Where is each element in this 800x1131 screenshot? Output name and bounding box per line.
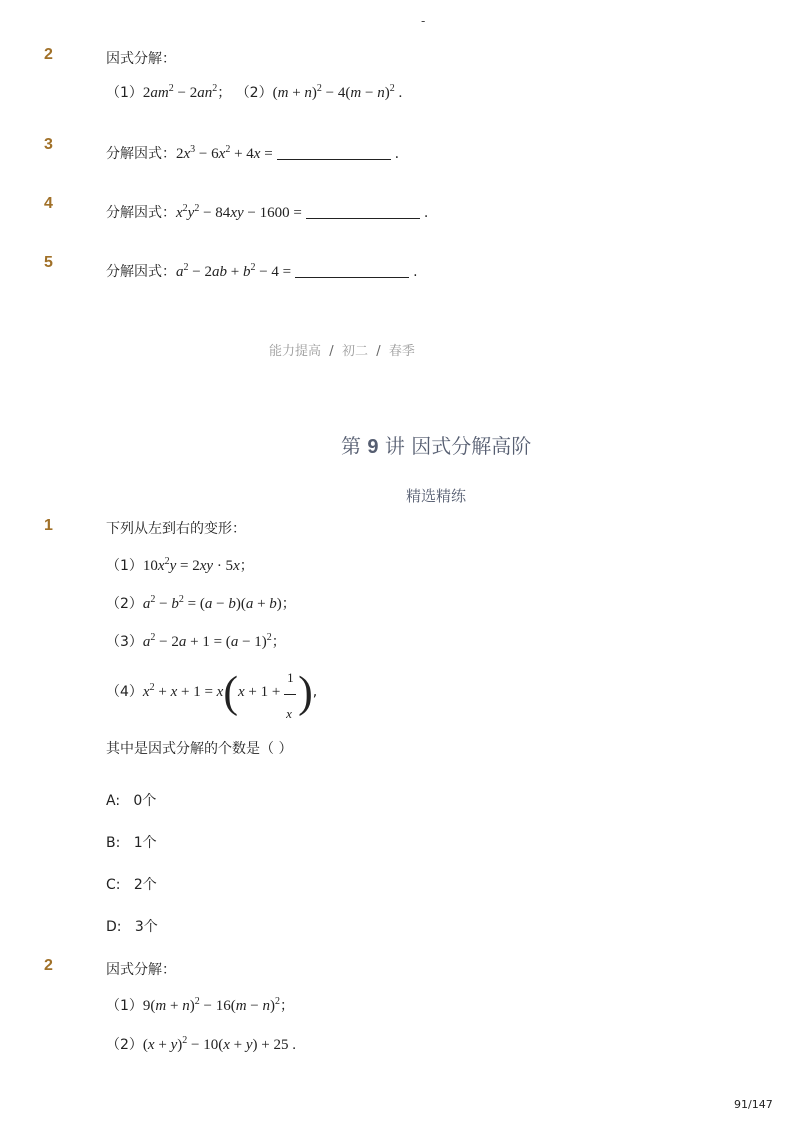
math-expression: $a^2 - b^2 = (a - b)(a + b)$ [142, 594, 282, 612]
option-letter: A: [106, 793, 121, 809]
question-number: 4 [44, 195, 53, 212]
math-expression: $9(m + n)^2 - 16(m - n)^2$ [142, 996, 281, 1014]
question-stem: 分解因式： [106, 264, 176, 280]
math-expression: $(m + n)^2 - 4(m - n)^2$ . [272, 83, 403, 101]
subpart-line: $(1)9(m + n)^2 - 16(m - n)^2$； [106, 996, 295, 1014]
lecture-title [341, 430, 531, 459]
lecture-suffix: 讲 因式分解高阶 [384, 434, 532, 458]
period: . [413, 264, 418, 280]
question-stem: 下列从左到右的变形： [106, 521, 246, 537]
question-line [106, 261, 418, 281]
math-expression: $x^2y^2 - 84xy - 1600$ = [176, 203, 302, 221]
subpart-label: （2） [106, 596, 143, 612]
subpart-line: $(3)a^2 - 2a + 1 = (a - 1)^2$； [106, 632, 286, 650]
question-number: 1 [44, 517, 53, 534]
math-expression: $10x^2y = 2xy \cdot 5x$ [142, 556, 240, 574]
question-stem: 分解因式： [106, 205, 176, 221]
option-letter: B: [106, 835, 121, 851]
section-title: 精选精练 [406, 487, 467, 505]
breadcrumb-item: 能力提高 [269, 344, 322, 359]
lecture-prefix: 第 [341, 434, 361, 458]
period: . [423, 205, 429, 221]
question-number: 2 [44, 957, 53, 974]
option-letter: C: [106, 877, 121, 893]
subpart-label: （1） [106, 998, 143, 1014]
question-stem: 分解因式： [106, 146, 176, 162]
question-stem: 因式分解： [106, 51, 176, 67]
question-number: 3 [44, 136, 53, 153]
breadcrumb-separator: / [329, 344, 334, 359]
question-line [106, 202, 428, 222]
option-text: 2个 [133, 877, 157, 893]
subpart-label: （3） [106, 634, 143, 650]
page-number: 91/147 [734, 1098, 773, 1111]
lecture-number: 9 [367, 436, 379, 458]
math-expression: $2x^3 - 6x^2 + 4x$ = [176, 144, 273, 162]
subpart-label: （1） [106, 558, 143, 574]
math-expression: $(x + y)^2 - 10(x + y) + 25$ . [142, 1035, 296, 1053]
breadcrumb [269, 340, 415, 359]
question-line [106, 143, 399, 163]
option-text: 0个 [133, 793, 157, 809]
question-number: 2 [44, 46, 53, 63]
question-number: 5 [44, 254, 53, 271]
answer-blank[interactable] [277, 147, 391, 160]
answer-blank[interactable] [295, 265, 409, 278]
option-a[interactable] [106, 790, 156, 810]
breadcrumb-item: 春季 [388, 344, 415, 359]
option-text: 1个 [133, 835, 157, 851]
answer-blank[interactable] [306, 206, 420, 219]
question-stem: 因式分解： [106, 962, 176, 978]
question-prompt: 其中是因式分解的个数是（ ） [106, 741, 293, 757]
period: . [394, 146, 400, 162]
option-letter: D: [106, 919, 122, 935]
option-b[interactable] [106, 832, 157, 852]
fraction: 1 x [284, 668, 298, 718]
subpart-label: （2） [235, 85, 273, 101]
subpart-line [106, 1034, 296, 1054]
math-expression: $2am^2 - 2an^2$ [142, 83, 218, 101]
option-c[interactable] [106, 874, 157, 894]
breadcrumb-item: 初二 [341, 344, 368, 359]
math-expression: $x^2 + x + 1 = x(x + 1$ + 1 x ) [142, 667, 313, 721]
question-subparts: $(1)2am^2 - 2an^2$； $(2)(m + n)^2 - 4(m - n)^2$ . [106, 83, 403, 101]
subpart-line: $(2)a^2 - b^2 = (a - b)(a + b)$； [106, 594, 296, 612]
subpart-line: $(1)10x^2y = 2xy \cdot 5x$； [106, 556, 254, 574]
math-expression: $a^2 - 2a + 1 = (a - 1)^2$ [142, 632, 272, 650]
breadcrumb-separator: / [376, 344, 381, 359]
option-d[interactable] [106, 916, 158, 936]
option-text: 3个 [134, 919, 158, 935]
math-expression: $a^2 - 2ab + b^2 - 4$ = [176, 262, 292, 280]
subpart-label: （2） [106, 1037, 143, 1053]
subpart-label: （4） [106, 684, 143, 700]
subpart-label: （1） [106, 85, 143, 101]
subpart-line: $(4)x^2 + x + 1 = x(x + 1$ + 1 x ), [106, 667, 318, 721]
top-mark: - [421, 14, 426, 28]
